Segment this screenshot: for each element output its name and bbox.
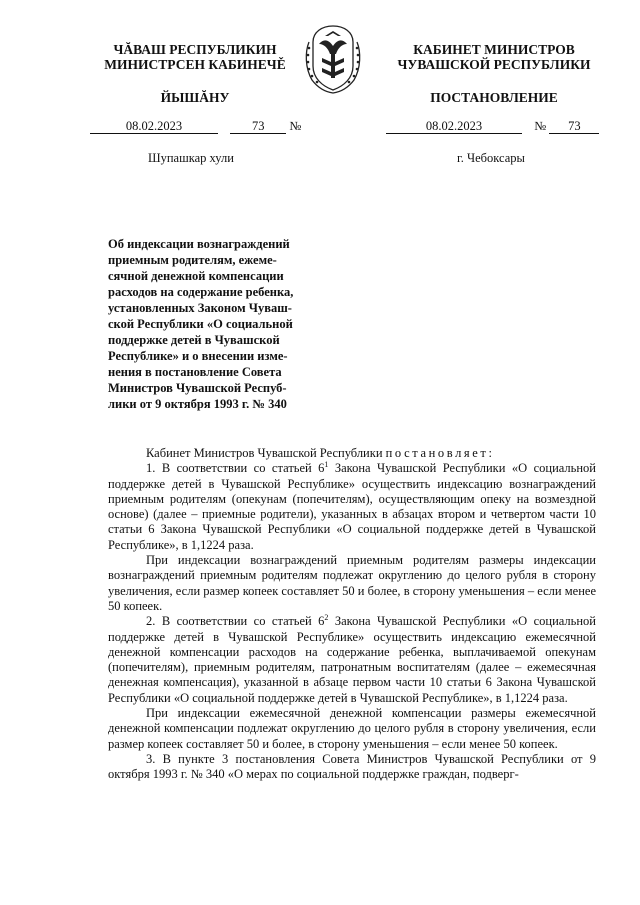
place-right: г. Чебоксары [457, 151, 525, 165]
header-right-line: ЧУВАШСКОЙ РЕСПУБЛИКИ [397, 57, 591, 72]
paragraph-2-sup: 2 [324, 613, 329, 623]
paragraph-3: 3. В пункте 3 постановления Совета Министров Чувашской Республики от 9 октября 1993 г. № 340 «О мерах по социальной поддержке граждан, подверг- [108, 751, 596, 782]
title-line: нения в постановление Совета [108, 365, 282, 379]
preamble-text: Кабинет Министров Чувашской Республики [146, 446, 386, 460]
place-left: Шупашкар хули [148, 151, 234, 165]
title-line: Республике» и о внесении изме- [108, 349, 288, 363]
paragraph-1-text-a: 1. В соответствии со статьей 6 [146, 461, 325, 476]
title-line: Об индексации вознаграждений [108, 237, 290, 251]
left-date-number [90, 119, 301, 134]
title-line: расходов на содержание ребенка, [108, 285, 294, 299]
right-date: 08.02.2023 [386, 120, 522, 134]
right-number: 73 [549, 120, 599, 134]
title-line: поддержке детей в Чувашской [108, 333, 280, 347]
title-line: Министров Чувашской Респуб- [108, 381, 287, 395]
header-left-line: ЧĂВАШ РЕСПУБЛИКИН [113, 42, 277, 57]
paragraph-2-text-a: 2. В соответствии со статьей 6 [146, 614, 325, 629]
preamble-decree: постановляет [385, 446, 489, 460]
title-line: установленных Законом Чуваш- [108, 301, 292, 315]
title-line: ской Республики «О социальной [108, 317, 293, 331]
header-right [376, 42, 612, 72]
left-date: 08.02.2023 [90, 120, 218, 134]
preamble [108, 446, 596, 461]
doc-type-left: ЙЫШĂНУ [160, 90, 230, 105]
paragraph-2-text-b: Закона Чувашской Республики «О социальной поддержке детей в Чувашской Республике» осуществить индексацию ежемесячной денежной компенсации расходов на содержание ребенка, выплачиваемой опекунам (попечителям), приемным родителям, патронатным воспитателям (далее – ежемесячная денежная компенсация), указанной в абзаце первом части 10 статьи 6 Закона Чувашской Республики «О социальной поддержке детей в Чувашской Республике», в 1,1224 раза. [108, 614, 596, 705]
doc-type-right: ПОСТАНОВЛЕНИЕ [430, 90, 558, 105]
right-number-sign: № [534, 119, 547, 133]
document-title [108, 236, 328, 412]
preamble-colon: : [488, 446, 492, 460]
header-left [70, 42, 320, 72]
left-number: 73 [230, 120, 286, 134]
paragraph-1 [108, 461, 596, 553]
paragraph-2 [108, 614, 596, 706]
title-line: лики от 9 октября 1993 г. № 340 [108, 397, 287, 411]
right-date-number [386, 119, 599, 134]
paragraph-1-sup: 1 [324, 460, 329, 470]
paragraph-1-text-b: Закона Чувашской Республики «О социальной поддержке детей в Чувашской Республике» осуществить индексацию вознаграждений приемным родителям (опекунам (попечителям), осуществляющим опеку на возмездной основе) (далее – приемные родители), указанных в абзацах втором и четвертом части 10 статьи 6 Закона Чувашской Республики «О социальной поддержке детей в Чувашской Республике», в 1,1224 раза. [108, 461, 596, 552]
header-right-line: КАБИНЕТ МИНИСТРОВ [413, 42, 575, 57]
chuvash-coat-of-arms-icon [300, 22, 366, 94]
header-left-line: МИНИСТРСЕН КАБИНЕЧĚ [104, 57, 286, 72]
document-body [108, 446, 596, 783]
paragraph-2-rounding: При индексации ежемесячной денежной компенсации размеры ежемесячной денежной компенсации подлежат округлению до целого рубля в сторону увеличения, если размер копеек составляет 50 и более, в сторону уменьшения – если менее 50 копеек. [108, 706, 596, 751]
left-number-sign: № [289, 119, 302, 133]
title-line: сячной денежной компенсации [108, 269, 284, 283]
title-line: приемным родителям, ежеме- [108, 253, 277, 267]
paragraph-1-rounding: При индексации вознаграждений приемным родителям размеры индексации вознаграждений приемным родителям подлежат округлению до целого рубля в сторону увеличения, если размер копеек составляет 50 и более, в сторону уменьшения – если менее 50 копеек. [108, 553, 596, 613]
